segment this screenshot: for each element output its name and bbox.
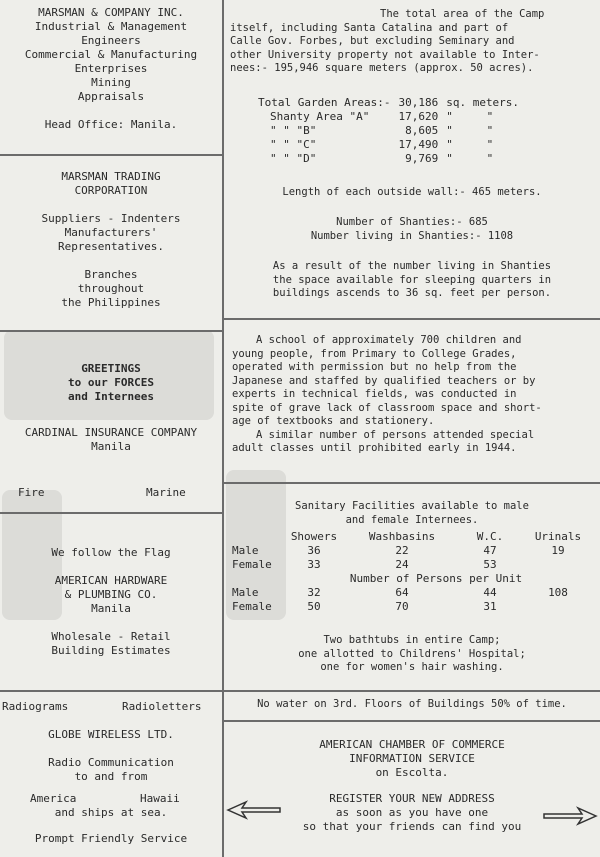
column-header: Urinals xyxy=(534,530,582,543)
table-row xyxy=(228,600,592,614)
table-cell: 36 xyxy=(307,544,321,557)
ad-footer: Prompt Friendly Service xyxy=(34,832,188,845)
paragraph-line: age of textbooks and stationery. xyxy=(232,415,435,427)
marsman-trading-ad xyxy=(0,170,222,310)
section-divider xyxy=(0,690,222,692)
ad-line: Radio Communication xyxy=(48,756,174,769)
ad-line: to our FORCES xyxy=(67,376,155,389)
section-divider xyxy=(224,318,600,320)
wall-length xyxy=(224,186,600,200)
paragraph-line: The total area of the Camp xyxy=(380,8,545,20)
cardinal-fire: Fire xyxy=(18,486,45,499)
table-cell: 108 xyxy=(548,586,568,599)
ad-line: to and from xyxy=(74,770,148,783)
garden-total-value: 30,186 xyxy=(398,96,439,109)
right-arrow-icon xyxy=(540,796,600,836)
paragraph-line: experts in technical fields, was conducted in xyxy=(232,388,517,400)
paragraph-line: Sanitary Facilities available to male xyxy=(295,500,529,512)
section-divider xyxy=(224,720,600,722)
ad-line: MARSMAN & COMPANY INC. xyxy=(38,6,184,19)
ad-name: CARDINAL INSURANCE COMPANY xyxy=(24,426,198,439)
table-cell: 53 xyxy=(483,558,497,571)
sleeping-space-paragraph xyxy=(224,260,600,301)
paragraph-line: young people, from Primary to College Grades, xyxy=(232,347,517,360)
ad-slogan: We follow the Flag xyxy=(51,546,171,559)
table-cell xyxy=(524,558,592,572)
row-label: Female xyxy=(232,558,272,571)
ad-city: Manila xyxy=(91,440,131,453)
ad-line: and ships at sea. xyxy=(54,806,168,819)
table-row xyxy=(254,152,523,166)
garden-row-label: " " "C" xyxy=(270,138,317,151)
paragraph-line: the space available for sleeping quarters in xyxy=(272,273,552,286)
paragraph-line: As a result of the number living in Shanties xyxy=(272,260,552,272)
table-row xyxy=(254,110,523,124)
globe-radiograms: Radiograms xyxy=(2,700,69,713)
globe-hawaii: Hawaii xyxy=(140,792,180,805)
paragraph-line: A school of approximately 700 children and xyxy=(256,334,522,346)
ad-line: GREETINGS xyxy=(81,362,141,375)
ad-line: Engineers xyxy=(81,34,141,47)
cardinal-marine: Marine xyxy=(146,486,186,499)
greetings-ad xyxy=(0,362,222,404)
ad-office: Head Office: Manila. xyxy=(44,118,178,131)
ad-line: Commercial & Manufacturing xyxy=(24,48,198,61)
paragraph-line: other University property not available to Inter- xyxy=(230,48,540,61)
section-divider xyxy=(224,482,600,484)
garden-total-unit: sq. meters. xyxy=(446,96,520,109)
ad-line: throughout xyxy=(77,282,145,295)
ad-line: Wholesale - Retail xyxy=(51,630,171,643)
globe-radioletters: Radioletters xyxy=(122,700,202,713)
camp-area-paragraph xyxy=(230,8,594,76)
ad-name: GLOBE WIRELESS LTD. xyxy=(48,728,174,741)
table-cell: 32 xyxy=(307,586,321,599)
table-cell: 44 xyxy=(483,586,497,599)
paragraph-line: Number living in Shanties:- 1108 xyxy=(310,229,514,242)
globe-ships xyxy=(0,806,222,846)
paragraph-line: one allotted to Childrens' Hospital; xyxy=(298,647,526,660)
ad-line: Representatives. xyxy=(58,240,164,253)
notice-line: as soon as you have one xyxy=(335,806,489,819)
ad-line: CORPORATION xyxy=(74,184,148,197)
advertisements-column xyxy=(0,0,222,857)
paragraph-line: Calle Gov. Forbes, but excluding Seminary and xyxy=(230,35,515,47)
row-label: Male xyxy=(232,586,259,599)
table-row xyxy=(254,96,523,110)
marsman-company-ad xyxy=(0,6,222,132)
shanties-count xyxy=(224,216,600,243)
table-cell xyxy=(524,600,592,614)
row-label: Female xyxy=(232,600,272,613)
ad-line: Mining xyxy=(91,76,131,89)
section-divider xyxy=(0,154,222,156)
globe-wireless-ad xyxy=(0,728,222,784)
paragraph-line: No water on 3rd. Floors of Buildings 50% of time. xyxy=(257,698,567,710)
table-row xyxy=(228,544,592,558)
garden-row-unit: " xyxy=(446,138,453,151)
paragraph-line: Japanese and staffed by qualified teachers or by xyxy=(232,374,536,387)
table-row xyxy=(254,138,523,152)
paragraph-line: itself, including Santa Catalina and part of xyxy=(230,21,509,34)
ad-line: Branches xyxy=(84,268,138,281)
notice-line: AMERICAN CHAMBER OF COMMERCE xyxy=(319,738,505,751)
left-arrow-icon xyxy=(224,790,284,830)
table-row xyxy=(228,586,592,600)
garden-row-extra: " xyxy=(486,138,494,151)
column-header: W.C. xyxy=(476,530,504,543)
garden-row-unit: " xyxy=(446,110,453,123)
notice-line: on Escolta. xyxy=(375,766,449,779)
garden-row-unit: " xyxy=(446,152,453,165)
column-header: Showers xyxy=(290,530,338,543)
garden-row-extra: " xyxy=(486,124,494,137)
garden-row-value: 17,490 xyxy=(398,138,439,151)
garden-row-value: 8,605 xyxy=(405,124,439,137)
ad-city: Manila xyxy=(91,602,131,615)
ad-line: & PLUMBING CO. xyxy=(64,588,158,601)
paragraph-line: one for women's hair washing. xyxy=(320,661,504,673)
american-hardware-ad xyxy=(0,546,222,658)
garden-row-unit: " xyxy=(446,124,453,137)
garden-row-label: " " "B" xyxy=(270,124,317,137)
paragraph-line: A similar number of persons attended special xyxy=(256,428,535,441)
notice-line: INFORMATION SERVICE xyxy=(349,752,475,765)
ad-line: Appraisals xyxy=(77,90,145,103)
table-cell: 50 xyxy=(307,600,321,613)
sanitary-title xyxy=(224,500,600,527)
paragraph-line: Number of Shanties:- 685 xyxy=(336,216,488,228)
table-cell: 70 xyxy=(395,600,409,613)
persons-per-unit-title: Number of Persons per Unit xyxy=(349,572,523,585)
table-row xyxy=(254,124,523,138)
paragraph-line: adult classes until prohibited early in 1944. xyxy=(232,442,517,454)
section-divider xyxy=(0,330,222,332)
paragraph-line: nees:- 195,946 square meters (approx. 50 acres). xyxy=(230,62,534,74)
table-cell: 31 xyxy=(483,600,497,613)
ad-line: the Philippines xyxy=(61,296,161,309)
table-cell: 19 xyxy=(551,544,565,557)
table-row xyxy=(228,558,592,572)
garden-row-extra: " xyxy=(486,110,494,123)
column-header: Washbasins xyxy=(368,530,436,543)
ad-line: Enterprises xyxy=(74,62,148,75)
notice-line: so that your friends can find you xyxy=(302,820,522,833)
cardinal-insurance-ad xyxy=(0,426,222,454)
sanitary-facilities-table xyxy=(228,530,592,614)
ad-line: Manufacturers' xyxy=(64,226,158,239)
ad-line: Suppliers - Indenters xyxy=(41,212,181,225)
garden-areas-table xyxy=(254,96,523,166)
garden-row-extra: " xyxy=(486,152,494,165)
globe-america: America xyxy=(30,792,77,805)
paragraph-line: Length of each outside wall:- 465 meters. xyxy=(282,186,542,198)
table-cell: 33 xyxy=(307,558,321,571)
ad-line: Industrial & Management xyxy=(34,20,188,33)
water-note xyxy=(224,698,600,712)
school-paragraph xyxy=(232,334,596,456)
ad-line: AMERICAN HARDWARE xyxy=(54,574,168,587)
paragraph-line: buildings ascends to 36 sq. feet per person. xyxy=(272,287,552,299)
table-cell: 24 xyxy=(395,558,409,571)
row-label: Male xyxy=(232,544,259,557)
paragraph-line: and female Internees. xyxy=(345,513,479,526)
garden-row-value: 17,620 xyxy=(398,110,439,123)
ad-line: MARSMAN TRADING xyxy=(61,170,161,183)
garden-row-label: " " "D" xyxy=(270,152,317,165)
bathtubs-note xyxy=(224,634,600,675)
table-cell: 64 xyxy=(395,586,409,599)
section-divider xyxy=(224,690,600,692)
notice-line: REGISTER YOUR NEW ADDRESS xyxy=(329,792,495,805)
paragraph-line: spite of grave lack of classroom space and short- xyxy=(232,401,542,414)
ad-line: and Internees xyxy=(67,390,155,403)
garden-row-label: Shanty Area "A" xyxy=(270,110,370,123)
camp-information-column xyxy=(224,0,600,857)
ad-line: Building Estimates xyxy=(51,644,171,657)
table-cell: 47 xyxy=(483,544,497,557)
table-subheader-row xyxy=(228,572,592,586)
paragraph-line: operated with permission but no help from the xyxy=(232,361,517,373)
garden-row-value: 9,769 xyxy=(405,152,439,165)
table-cell: 22 xyxy=(395,544,409,557)
section-divider xyxy=(0,512,222,514)
table-header-row xyxy=(228,530,592,544)
paragraph-line: Two bathtubs in entire Camp; xyxy=(323,634,501,646)
garden-total-label: Total Garden Areas:- xyxy=(258,96,391,109)
